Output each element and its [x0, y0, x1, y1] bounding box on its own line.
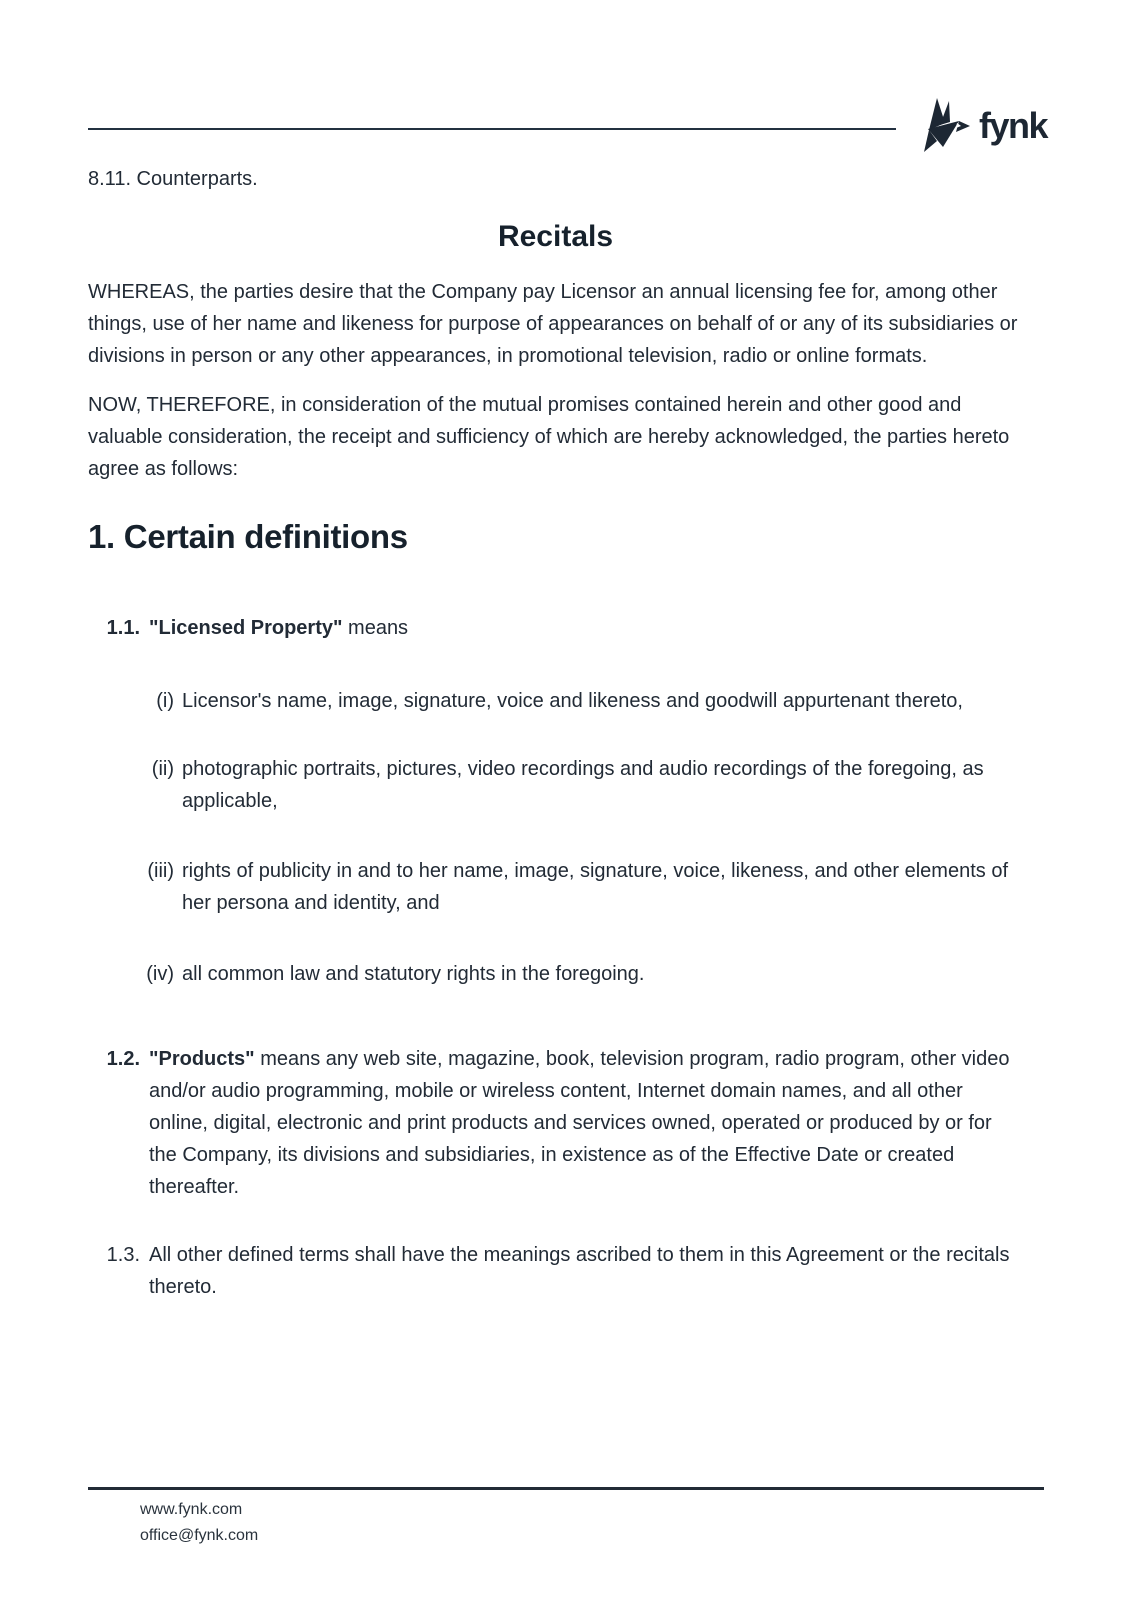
clause-number: 1.3. [106, 1244, 140, 1266]
list-item-label: (iv) [146, 963, 174, 985]
clause-number: 1.1. [106, 617, 140, 639]
clause-1-2 [88, 1043, 1023, 1203]
list-item-label: (i) [156, 690, 174, 712]
clause-1-1 [88, 612, 1023, 644]
clause-number: 1.2. [106, 1048, 140, 1070]
list-item-label: (ii) [151, 758, 174, 780]
list-item-iv [88, 958, 1023, 990]
list-item-text: Licensor's name, image, signature, voice and likeness and goodwill appurtenant thereto, [182, 690, 963, 712]
list-item-label: (iii) [147, 860, 174, 882]
list-item-text: all common law and statutory rights in the foregoing. [182, 963, 645, 985]
page-title: Recitals [497, 220, 614, 253]
list-item-ii [88, 753, 1023, 817]
footer-rule [88, 1487, 1044, 1490]
clause-text [149, 612, 1023, 644]
footer-website: www.fynk.com [140, 1501, 243, 1518]
clause-1-3 [88, 1239, 1023, 1303]
section-heading: 1. Certain definitions [88, 518, 408, 555]
clause-text-body: means any web site, magazine, book, television program, radio program, other video and/or audio programming, mobile or wireless content, Internet domain names, and all other online, digital, electronic and print products and services owned, operated or produced by or for the Company, its divisions and subsidiaries, in existence as of the Effective Date or created thereafter. [149, 1048, 1010, 1198]
footer-email: office@fynk.com [140, 1527, 259, 1544]
list-item-i [88, 685, 1023, 717]
recital-paragraph-now-therefore: NOW, THEREFORE, in consideration of the mutual promises contained herein and other good and valuable consideration, the receipt and sufficiency of which are hereby acknowledged, the parties hereto agree as follows: [88, 394, 1010, 480]
list-item-text: rights of publicity in and to her name, image, signature, voice, likeness, and other elements of her persona and identity, and [182, 860, 1009, 914]
clause-text [149, 1043, 1023, 1203]
clause-text-body: All other defined terms shall have the meanings ascribed to them in this Agreement or the recitals thereto. [149, 1244, 1010, 1298]
recital-paragraph-whereas: WHEREAS, the parties desire that the Company pay Licensor an annual licensing fee for, among other things, use of her name and likeness for purpose of appearances on behalf of or any of its subsidiaries or divisions in person or any other appearances, in promotional television, radio or online formats. [88, 281, 1018, 367]
list-item-iii [88, 855, 1023, 919]
footer [140, 1497, 258, 1549]
list-item-text: photographic portraits, pictures, video recordings and audio recordings of the foregoing, as applicable, [182, 758, 984, 812]
defined-term: "Licensed Property" [149, 617, 343, 639]
defined-term: "Products" [149, 1048, 255, 1070]
logo-wordmark: fynk [978, 105, 1047, 146]
clause-text-body: means [348, 617, 409, 639]
document-content [88, 0, 1023, 1303]
section-reference: 8.11. Counterparts. [88, 168, 258, 190]
